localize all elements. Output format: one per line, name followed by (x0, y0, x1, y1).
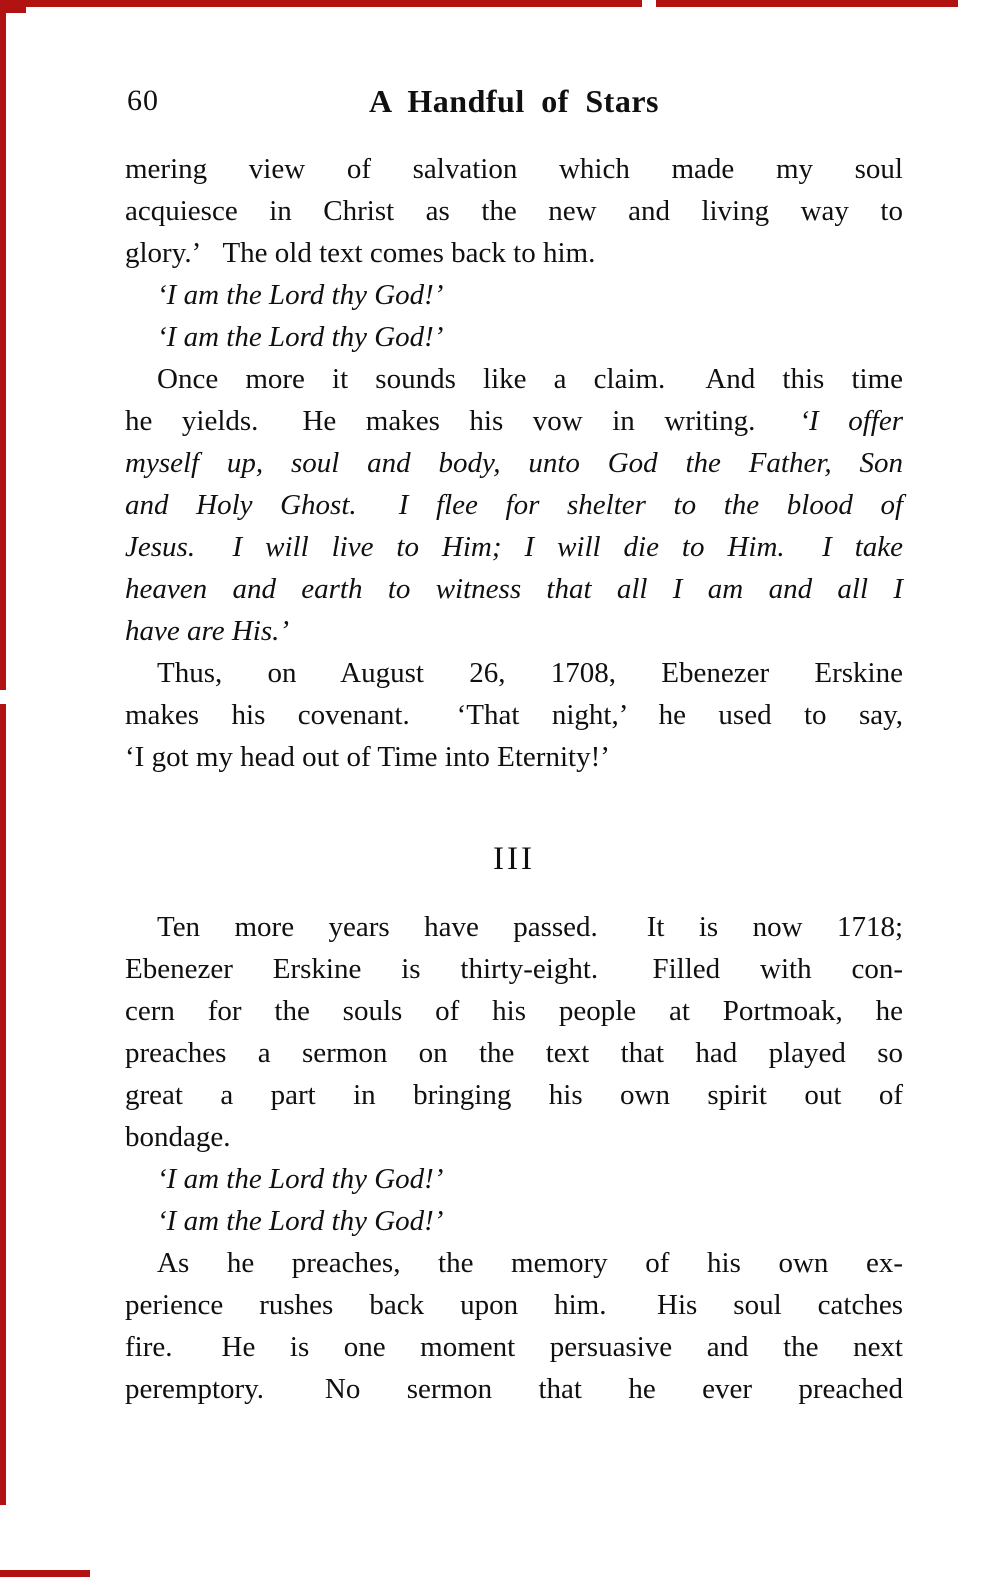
text-line (125, 1242, 903, 1284)
text-line (125, 652, 903, 694)
text-line (125, 1158, 903, 1200)
text-segment: As he preaches, the memory of his own ex- (157, 1247, 903, 1279)
text-segment: cern for the souls of his people at Portmoak, he (125, 995, 903, 1027)
text-line (125, 1284, 903, 1326)
text-segment: ‘I offer (799, 405, 903, 437)
page-edge-top-mark (0, 0, 642, 7)
text-segment: Thus, on August 26, 1708, Ebenezer Erskine (157, 657, 903, 689)
text-segment: Ten more years have passed. It is now 1718; (157, 911, 903, 943)
page-edge-left-mark-upper (0, 7, 6, 690)
text-line (125, 1368, 903, 1410)
text-segment: mering view of salvation which made my soul (125, 153, 903, 185)
text-segment: bondage. (125, 1121, 231, 1153)
text-segment: perience rushes back upon him. His soul catches (125, 1289, 903, 1321)
text-line (125, 948, 903, 990)
text-segment: ‘I got my head out of Time into Eternity!’ (125, 741, 610, 773)
text-segment: he yields. He makes his vow in writing. (125, 405, 800, 437)
text-line (125, 736, 903, 778)
text-line (125, 1074, 903, 1116)
text-segment: great a part in bringing his own spirit out of (125, 1079, 903, 1111)
text-line (125, 990, 903, 1032)
text-line (125, 190, 903, 232)
text-segment: ‘I am the Lord thy God!’ (157, 279, 444, 311)
text-segment: Once more it sounds like a claim. And this time (157, 363, 903, 395)
text-segment: ‘I am the Lord thy God!’ (157, 1163, 444, 1195)
text-segment: Jesus. I will live to Him; I will die to Him. I take (125, 531, 903, 563)
text-line (125, 1116, 903, 1158)
text-line (125, 1326, 903, 1368)
text-segment: ‘I am the Lord thy God!’ (157, 321, 444, 353)
text-line (125, 906, 903, 948)
text-segment: Ebenezer Erskine is thirty-eight. Filled with con- (125, 953, 903, 985)
text-segment: fire. He is one moment persuasive and the next (125, 1331, 903, 1363)
page-edge-left-mark-lower (0, 704, 6, 1505)
text-line (125, 694, 903, 736)
text-segment: have are His.’ (125, 615, 290, 647)
text-line (125, 610, 903, 652)
text-line (125, 484, 903, 526)
page-edge-bottom-mark (0, 1570, 90, 1577)
text-block-before-section (125, 148, 903, 778)
text-segment: preaches a sermon on the text that had played so (125, 1037, 903, 1069)
text-segment: myself up, soul and body, unto God the Father, Son (125, 447, 903, 479)
text-line (125, 148, 903, 190)
page-number: 60 (127, 84, 159, 117)
text-segment: peremptory. No sermon that he ever preached (125, 1373, 903, 1405)
text-line (125, 1032, 903, 1074)
book-title: A Handful of Stars (369, 83, 659, 119)
text-segment: glory.’ The old text comes back to him. (125, 237, 596, 269)
text-segment: heaven and earth to witness that all I am and all I (125, 573, 903, 605)
text-line (125, 358, 903, 400)
text-segment: makes his covenant. ‘That night,’ he used to say, (125, 699, 903, 731)
section-heading: III (493, 841, 535, 877)
text-segment: ‘I am the Lord thy God!’ (157, 1205, 444, 1237)
running-header (125, 82, 903, 120)
text-line (125, 568, 903, 610)
text-line (125, 232, 903, 274)
text-line (125, 274, 903, 316)
text-line (125, 316, 903, 358)
text-line (125, 526, 903, 568)
text-segment: and Holy Ghost. I flee for shelter to the blood of (125, 489, 903, 521)
text-segment: acquiesce in Christ as the new and living way to (125, 195, 903, 227)
text-line (125, 400, 903, 442)
text-line (125, 442, 903, 484)
page-edge-top-mark-right (656, 0, 958, 7)
text-line (125, 1200, 903, 1242)
text-block-after-section (125, 906, 903, 1410)
